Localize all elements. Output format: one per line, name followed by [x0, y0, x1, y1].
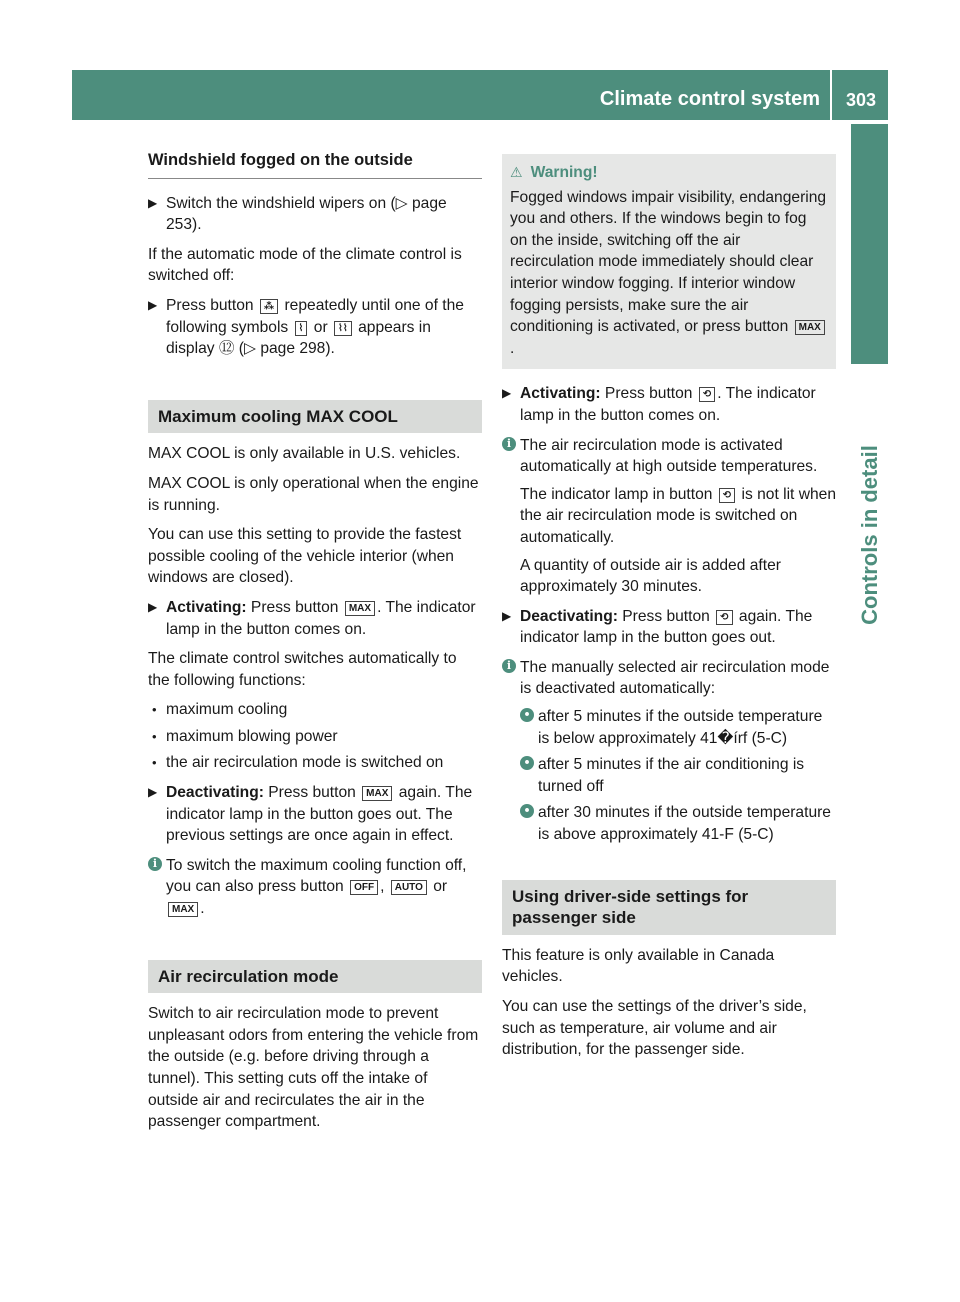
defrost-max-button-icon: MAX [168, 902, 198, 917]
step-text: Press button [250, 598, 339, 616]
step-text: again. The indicator lamp in the button goes out. The previous settings are once again in effect. [166, 784, 473, 845]
section-heading-max-cool: Maximum cooling MAX COOL [148, 400, 482, 434]
step-text: or [313, 318, 328, 336]
list-item-text: after 30 minutes if the outside temperature is above approximately 41‐F (5‐C) [538, 804, 831, 844]
step-arrow-icon: ▶ [502, 386, 512, 401]
airflow-symbol-icon: ⌇ [295, 321, 308, 336]
step-text: Press button [604, 385, 693, 403]
section-heading-driver-side-settings: Using driver-side settings for passenger side [502, 880, 836, 935]
step-label: Deactivating: [166, 784, 264, 802]
list-item-text: maximum cooling [166, 701, 288, 719]
list-item-text: after 5 minutes if the air conditioning is turned off [538, 756, 805, 795]
warning-text: . [510, 339, 515, 357]
section-heading-windshield: Windshield fogged on the outside [148, 150, 482, 179]
list-item-text: maximum blowing power [166, 727, 338, 745]
page-number: 303 [845, 90, 876, 110]
step-label: Deactivating: [520, 607, 618, 625]
info-text: To switch the maximum cooling function off, you can also press button [166, 856, 467, 896]
off-button-icon: OFF [350, 880, 378, 895]
step-wipers [148, 193, 482, 236]
list-item [520, 706, 836, 749]
paragraph: Switch to air recirculation mode to prevent unpleasant odors from entering the vehicle from the outside (e.g. before driving through a tunnel). This setting cuts off the intake of outside air and recirculates the air in the passenger compartment. [148, 1005, 479, 1131]
side-tab [851, 370, 888, 700]
step-text: Press button [622, 607, 710, 625]
bullet-icon: • [520, 804, 534, 818]
step-press-button [148, 295, 482, 360]
step-activating [148, 597, 482, 640]
warning-box [502, 154, 836, 369]
info-text: The indicator lamp in button [520, 485, 713, 503]
bullet-icon: • [152, 728, 157, 744]
page-header [72, 70, 888, 120]
list-item [148, 726, 482, 748]
list-item [148, 699, 482, 721]
step-text: . The indicator lamp in the button comes on. [166, 598, 476, 638]
warning-title [510, 162, 828, 184]
bullet-icon: • [152, 755, 157, 771]
step-text: Press button [268, 784, 356, 802]
warning-title-text: Warning! [530, 164, 598, 181]
recirculation-button-icon: ⟲ [716, 610, 732, 625]
info-paragraph [520, 484, 836, 549]
info-note [502, 435, 836, 598]
step-arrow-icon: ▶ [148, 599, 158, 614]
side-tab-marker [851, 124, 888, 364]
step-arrow-icon: ▶ [502, 608, 512, 623]
step-label: Activating: [520, 385, 601, 403]
step-text: repeatedly until one of the following symbols [166, 296, 464, 336]
step-text: Switch the windshield wipers on (▷ page 253). [166, 194, 447, 234]
step-text: again. The indicator lamp in the button goes out. [520, 607, 813, 647]
paragraph: MAX COOL is only available in U.S. vehicles. [148, 445, 461, 463]
info-icon: i [502, 437, 516, 451]
list-item [520, 754, 836, 797]
info-text: or [433, 878, 448, 896]
left-column [148, 150, 482, 1141]
list-item [148, 752, 482, 774]
step-text: . The indicator lamp in the button comes on. [520, 385, 816, 424]
info-text: The manually selected air recirculation mode is deactivated automatically: [520, 658, 830, 698]
airflow-button-icon: ⁂ [260, 299, 278, 314]
section-heading-air-recirculation: Air recirculation mode [148, 960, 482, 994]
step-deactivating [148, 782, 482, 847]
paragraph: MAX COOL is only operational when the engine is running. [148, 474, 479, 514]
bullet-icon: • [520, 756, 534, 770]
bullet-icon: • [152, 702, 157, 718]
paragraph: The climate control switches automatically to the following functions: [148, 650, 457, 689]
step-deactivating-recirculation [502, 606, 836, 649]
info-icon: i [502, 659, 516, 673]
recirculation-button-icon: ⟲ [719, 488, 735, 503]
recirculation-button-icon: ⟲ [699, 387, 715, 402]
step-label: Activating: [166, 598, 247, 616]
warning-text: Fogged windows impair visibility, endangering you and others. If the windows begin to fog on the inside, switching off the air recirculation mode immediately should clear interior window fogging. If interior window fogging persists, make sure the air conditioning is activated, or press button [510, 188, 827, 336]
side-tab-label: Controls in detail [856, 445, 882, 625]
max-cool-button-icon: MAX [362, 786, 392, 801]
defrost-max-button-icon: MAX [795, 320, 825, 335]
paragraph: If the automatic mode of the climate control is switched off: [148, 245, 462, 285]
step-arrow-icon: ▶ [148, 297, 158, 312]
info-note: i To switch the maximum cooling function off, you can also press button OFF , AUTO or MAX . [148, 855, 482, 920]
info-text: . [200, 900, 205, 918]
info-text: The air recirculation mode is activated automatically at high outside temperatures. [520, 436, 818, 476]
step-arrow-icon: ▶ [148, 195, 158, 210]
paragraph: This feature is only available in Canada vehicles. [502, 946, 775, 986]
step-activating-recirculation [502, 383, 836, 426]
step-arrow-icon: ▶ [148, 785, 158, 800]
step-text: Press button [166, 296, 254, 314]
list-item-text: after 5 minutes if the outside temperature is below approximately 41�írf (5‐C) [538, 708, 823, 747]
right-column [502, 154, 836, 1069]
info-icon: i [148, 857, 162, 871]
info-text: is not lit when the air recirculation mode is switched on automatically. [520, 485, 836, 546]
step-text: appears in display ⑫ (▷ page 298). [166, 318, 431, 358]
bullet-icon: • [520, 708, 534, 722]
list-item [520, 802, 836, 845]
info-text: A quantity of outside air is added after approximately 30 minutes. [520, 556, 781, 596]
paragraph: You can use this setting to provide the fastest possible cooling of the vehicle interior (when windows are closed). [148, 526, 462, 587]
airflow-symbol-icon: ⌇⌇ [334, 321, 352, 336]
auto-button-icon: AUTO [391, 880, 427, 895]
max-cool-button-icon: MAX [345, 601, 375, 616]
paragraph: You can use the settings of the driver’s side, such as temperature, air volume and air distribution, for the passenger side. [502, 998, 807, 1059]
chapter-title: Climate control system [599, 88, 820, 110]
warning-triangle-icon: ⚠ [510, 164, 523, 180]
info-note [502, 657, 836, 846]
header-divider [830, 70, 832, 120]
list-item-text: the air recirculation mode is switched on [166, 754, 444, 772]
